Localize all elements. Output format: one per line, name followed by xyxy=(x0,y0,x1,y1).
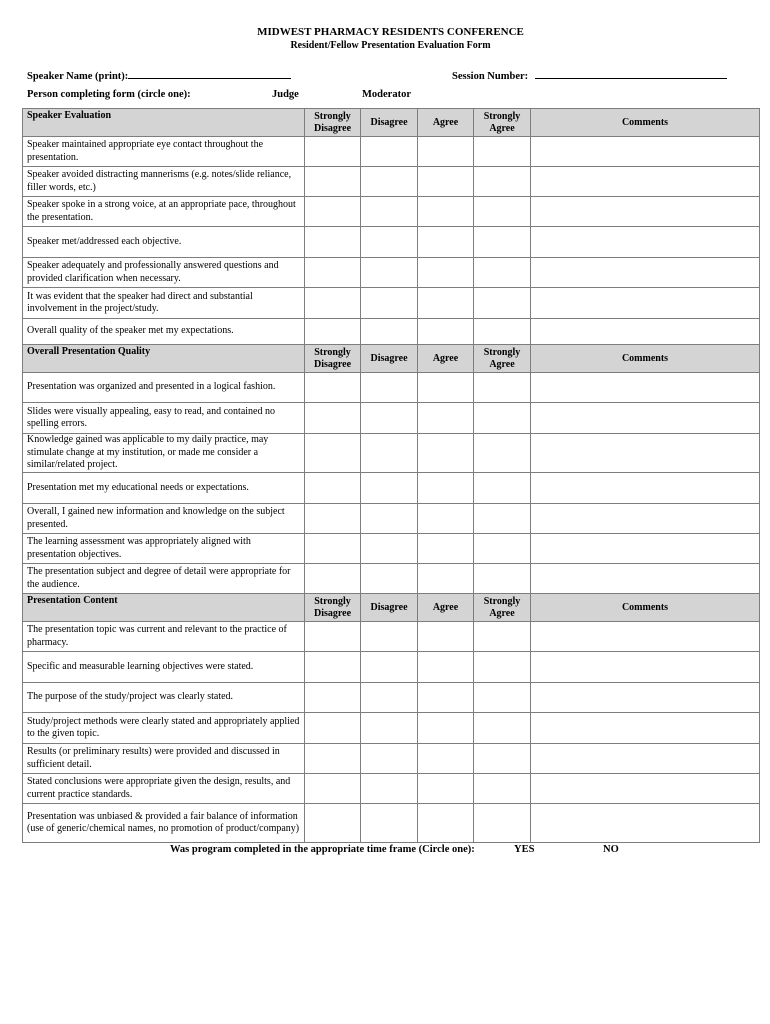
section-title: Overall Presentation Quality xyxy=(23,345,305,373)
section-title: Presentation Content xyxy=(23,594,305,622)
session-number-field[interactable] xyxy=(535,67,727,79)
comments-cell[interactable] xyxy=(531,713,760,744)
rating-cell-agree[interactable] xyxy=(418,434,474,473)
section-title: Speaker Evaluation xyxy=(23,109,305,137)
criterion-text: The presentation subject and degree of detail were appropriate for the audience. xyxy=(23,564,305,594)
rating-cell-agree[interactable] xyxy=(418,713,474,744)
rating-cell-disagree[interactable] xyxy=(361,434,418,473)
rating-cell-strongly-agree[interactable] xyxy=(474,319,531,345)
rating-cell-strongly-disagree[interactable] xyxy=(305,227,361,258)
rating-cell-disagree[interactable] xyxy=(361,403,418,434)
criterion-text: The presentation topic was current and relevant to the practice of pharmacy. xyxy=(23,622,305,652)
table-row xyxy=(23,167,760,197)
section-header-row xyxy=(23,109,760,137)
table-row xyxy=(23,744,760,774)
column-header-disagree: Disagree xyxy=(361,594,418,622)
column-header-strongly-disagree: Strongly Disagree xyxy=(305,594,361,622)
comments-cell[interactable] xyxy=(531,473,760,504)
comments-cell[interactable] xyxy=(531,434,760,473)
rating-cell-disagree[interactable] xyxy=(361,713,418,744)
rating-cell-agree[interactable] xyxy=(418,744,474,774)
rating-cell-disagree[interactable] xyxy=(361,744,418,774)
rating-cell-strongly-disagree[interactable] xyxy=(305,744,361,774)
rating-cell-strongly-agree[interactable] xyxy=(474,434,531,473)
criterion-text: Specific and measurable learning objectives were stated. xyxy=(23,652,305,683)
rating-cell-disagree[interactable] xyxy=(361,504,418,534)
column-header-agree: Agree xyxy=(418,594,474,622)
rating-cell-strongly-disagree[interactable] xyxy=(305,534,361,564)
table-row xyxy=(23,564,760,594)
rating-cell-strongly-disagree[interactable] xyxy=(305,167,361,197)
table-row xyxy=(23,434,760,473)
rating-cell-disagree[interactable] xyxy=(361,288,418,319)
person-completing-row xyxy=(22,84,759,106)
rating-cell-disagree[interactable] xyxy=(361,774,418,804)
column-header-strongly-disagree: Strongly Disagree xyxy=(305,345,361,373)
table-row xyxy=(23,713,760,744)
rating-cell-agree[interactable] xyxy=(418,564,474,594)
criterion-text: Study/project methods were clearly stated and appropriately applied to the given topic. xyxy=(23,713,305,744)
table-row xyxy=(23,197,760,227)
rating-cell-disagree[interactable] xyxy=(361,137,418,167)
person-completing-label: Person completing form (circle one): xyxy=(27,89,191,100)
yes-option[interactable]: YES xyxy=(514,844,535,855)
comments-cell[interactable] xyxy=(531,652,760,683)
rating-cell-strongly-disagree[interactable] xyxy=(305,652,361,683)
rating-cell-agree[interactable] xyxy=(418,652,474,683)
rating-cell-disagree[interactable] xyxy=(361,473,418,504)
session-number-label: Session Number: xyxy=(452,71,529,82)
rating-cell-strongly-agree[interactable] xyxy=(474,564,531,594)
rating-cell-strongly-disagree[interactable] xyxy=(305,434,361,473)
comments-cell[interactable] xyxy=(531,197,760,227)
rating-cell-strongly-agree[interactable] xyxy=(474,744,531,774)
evaluation-form xyxy=(22,26,759,859)
form-subtitle: Resident/Fellow Presentation Evaluation Form xyxy=(290,40,491,51)
criterion-text: Slides were visually appealing, easy to read, and contained no spelling errors. xyxy=(23,403,305,434)
table-row xyxy=(23,622,760,652)
comments-cell[interactable] xyxy=(531,804,760,843)
time-frame-row xyxy=(22,843,759,859)
rating-cell-agree[interactable] xyxy=(418,774,474,804)
comments-cell[interactable] xyxy=(531,167,760,197)
comments-cell[interactable] xyxy=(531,622,760,652)
rating-cell-agree[interactable] xyxy=(418,167,474,197)
section-header-row xyxy=(23,594,760,622)
rating-cell-strongly-disagree[interactable] xyxy=(305,473,361,504)
section-header-row xyxy=(23,345,760,373)
rating-cell-disagree[interactable] xyxy=(361,197,418,227)
comments-cell[interactable] xyxy=(531,744,760,774)
table-row xyxy=(23,227,760,258)
rating-cell-strongly-disagree[interactable] xyxy=(305,774,361,804)
form-title: MIDWEST PHARMACY RESIDENTS CONFERENCE xyxy=(257,26,524,38)
comments-cell[interactable] xyxy=(531,227,760,258)
comments-cell[interactable] xyxy=(531,403,760,434)
speaker-session-row xyxy=(22,62,759,84)
rating-cell-strongly-agree[interactable] xyxy=(474,258,531,288)
rating-cell-strongly-disagree[interactable] xyxy=(305,319,361,345)
column-header-disagree: Disagree xyxy=(361,345,418,373)
rating-cell-strongly-agree[interactable] xyxy=(474,288,531,319)
table-row xyxy=(23,774,760,804)
rating-cell-disagree[interactable] xyxy=(361,564,418,594)
rating-cell-disagree[interactable] xyxy=(361,167,418,197)
column-header-strongly-disagree: Strongly Disagree xyxy=(305,109,361,137)
criterion-text: Presentation met my educational needs or expectations. xyxy=(23,473,305,504)
table-row xyxy=(23,473,760,504)
evaluation-table xyxy=(22,108,760,843)
rating-cell-disagree[interactable] xyxy=(361,373,418,403)
rating-cell-strongly-agree[interactable] xyxy=(474,804,531,843)
comments-cell[interactable] xyxy=(531,258,760,288)
table-row xyxy=(23,534,760,564)
rating-cell-agree[interactable] xyxy=(418,622,474,652)
comments-cell[interactable] xyxy=(531,504,760,534)
table-row xyxy=(23,288,760,319)
rating-cell-strongly-agree[interactable] xyxy=(474,137,531,167)
rating-cell-disagree[interactable] xyxy=(361,227,418,258)
rating-cell-disagree[interactable] xyxy=(361,258,418,288)
rating-cell-strongly-agree[interactable] xyxy=(474,652,531,683)
column-header-agree: Agree xyxy=(418,109,474,137)
rating-cell-strongly-disagree[interactable] xyxy=(305,504,361,534)
column-header-disagree: Disagree xyxy=(361,109,418,137)
rating-cell-strongly-agree[interactable] xyxy=(474,622,531,652)
rating-cell-agree[interactable] xyxy=(418,227,474,258)
column-header-comments: Comments xyxy=(531,109,760,137)
table-row xyxy=(23,403,760,434)
criterion-text: Speaker met/addressed each objective. xyxy=(23,227,305,258)
rating-cell-strongly-agree[interactable] xyxy=(474,227,531,258)
comments-cell[interactable] xyxy=(531,137,760,167)
rating-cell-strongly-agree[interactable] xyxy=(474,504,531,534)
criterion-text: The learning assessment was appropriately aligned with presentation objectives. xyxy=(23,534,305,564)
rating-cell-strongly-disagree[interactable] xyxy=(305,258,361,288)
rating-cell-agree[interactable] xyxy=(418,258,474,288)
column-header-strongly-agree: Strongly Agree xyxy=(474,109,531,137)
rating-cell-strongly-disagree[interactable] xyxy=(305,622,361,652)
criterion-text: Presentation was unbiased & provided a fair balance of information (use of generic/chemical names, no promotion of product/company) xyxy=(23,804,305,843)
comments-cell[interactable] xyxy=(531,774,760,804)
rating-cell-agree[interactable] xyxy=(418,403,474,434)
column-header-strongly-agree: Strongly Agree xyxy=(474,594,531,622)
speaker-name-field[interactable] xyxy=(128,67,291,79)
criterion-text: The purpose of the study/project was clearly stated. xyxy=(23,683,305,713)
time-frame-question: Was program completed in the appropriate time frame (Circle one): xyxy=(170,844,475,855)
comments-cell[interactable] xyxy=(531,373,760,403)
comments-cell[interactable] xyxy=(531,564,760,594)
rating-cell-strongly-disagree[interactable] xyxy=(305,683,361,713)
table-row xyxy=(23,373,760,403)
column-header-strongly-agree: Strongly Agree xyxy=(474,345,531,373)
criterion-text: Speaker adequately and professionally answered questions and provided clarification when necessary. xyxy=(23,258,305,288)
rating-cell-strongly-agree[interactable] xyxy=(474,197,531,227)
rating-cell-disagree[interactable] xyxy=(361,652,418,683)
rating-cell-strongly-disagree[interactable] xyxy=(305,373,361,403)
table-row xyxy=(23,137,760,167)
rating-cell-strongly-disagree[interactable] xyxy=(305,403,361,434)
rating-cell-strongly-disagree[interactable] xyxy=(305,804,361,843)
rating-cell-disagree[interactable] xyxy=(361,622,418,652)
rating-cell-disagree[interactable] xyxy=(361,319,418,345)
rating-cell-strongly-disagree[interactable] xyxy=(305,197,361,227)
comments-cell[interactable] xyxy=(531,683,760,713)
speaker-name-label: Speaker Name (print): xyxy=(27,71,129,82)
comments-cell[interactable] xyxy=(531,288,760,319)
criterion-text: It was evident that the speaker had direct and substantial involvement in the project/study. xyxy=(23,288,305,319)
table-row xyxy=(23,504,760,534)
rating-cell-agree[interactable] xyxy=(418,137,474,167)
rating-cell-strongly-agree[interactable] xyxy=(474,473,531,504)
rating-cell-strongly-agree[interactable] xyxy=(474,713,531,744)
criterion-text: Overall quality of the speaker met my expectations. xyxy=(23,319,305,345)
criterion-text: Overall, I gained new information and knowledge on the subject presented. xyxy=(23,504,305,534)
rating-cell-strongly-disagree[interactable] xyxy=(305,288,361,319)
comments-cell[interactable] xyxy=(531,319,760,345)
rating-cell-strongly-disagree[interactable] xyxy=(305,137,361,167)
rating-cell-strongly-agree[interactable] xyxy=(474,167,531,197)
column-header-agree: Agree xyxy=(418,345,474,373)
rating-cell-disagree[interactable] xyxy=(361,804,418,843)
rating-cell-disagree[interactable] xyxy=(361,534,418,564)
criterion-text: Stated conclusions were appropriate given the design, results, and current practice standards. xyxy=(23,774,305,804)
table-row xyxy=(23,652,760,683)
criterion-text: Speaker spoke in a strong voice, at an appropriate pace, throughout the presentation. xyxy=(23,197,305,227)
rating-cell-strongly-agree[interactable] xyxy=(474,534,531,564)
rating-cell-agree[interactable] xyxy=(418,319,474,345)
table-row xyxy=(23,683,760,713)
rating-cell-agree[interactable] xyxy=(418,288,474,319)
moderator-option[interactable]: Moderator xyxy=(362,89,411,100)
criterion-text: Presentation was organized and presented in a logical fashion. xyxy=(23,373,305,403)
rating-cell-agree[interactable] xyxy=(418,683,474,713)
rating-cell-agree[interactable] xyxy=(418,804,474,843)
rating-cell-strongly-agree[interactable] xyxy=(474,683,531,713)
table-row xyxy=(23,258,760,288)
judge-option[interactable]: Judge xyxy=(272,89,299,100)
rating-cell-agree[interactable] xyxy=(418,373,474,403)
rating-cell-agree[interactable] xyxy=(418,473,474,504)
column-header-comments: Comments xyxy=(531,345,760,373)
rating-cell-agree[interactable] xyxy=(418,504,474,534)
criterion-text: Speaker avoided distracting mannerisms (e.g. notes/slide reliance, filler words, etc.) xyxy=(23,167,305,197)
no-option[interactable]: NO xyxy=(603,844,619,855)
rating-cell-strongly-agree[interactable] xyxy=(474,373,531,403)
criterion-text: Speaker maintained appropriate eye contact throughout the presentation. xyxy=(23,137,305,167)
rating-cell-agree[interactable] xyxy=(418,197,474,227)
rating-cell-strongly-agree[interactable] xyxy=(474,403,531,434)
comments-cell[interactable] xyxy=(531,534,760,564)
criterion-text: Knowledge gained was applicable to my daily practice, may stimulate change at my institution, or made me consider a similar/related project. xyxy=(23,434,305,473)
rating-cell-strongly-disagree[interactable] xyxy=(305,713,361,744)
rating-cell-strongly-disagree[interactable] xyxy=(305,564,361,594)
rating-cell-strongly-agree[interactable] xyxy=(474,774,531,804)
table-row xyxy=(23,319,760,345)
rating-cell-disagree[interactable] xyxy=(361,683,418,713)
table-row xyxy=(23,804,760,843)
criterion-text: Results (or preliminary results) were provided and discussed in sufficient detail. xyxy=(23,744,305,774)
column-header-comments: Comments xyxy=(531,594,760,622)
rating-cell-agree[interactable] xyxy=(418,534,474,564)
